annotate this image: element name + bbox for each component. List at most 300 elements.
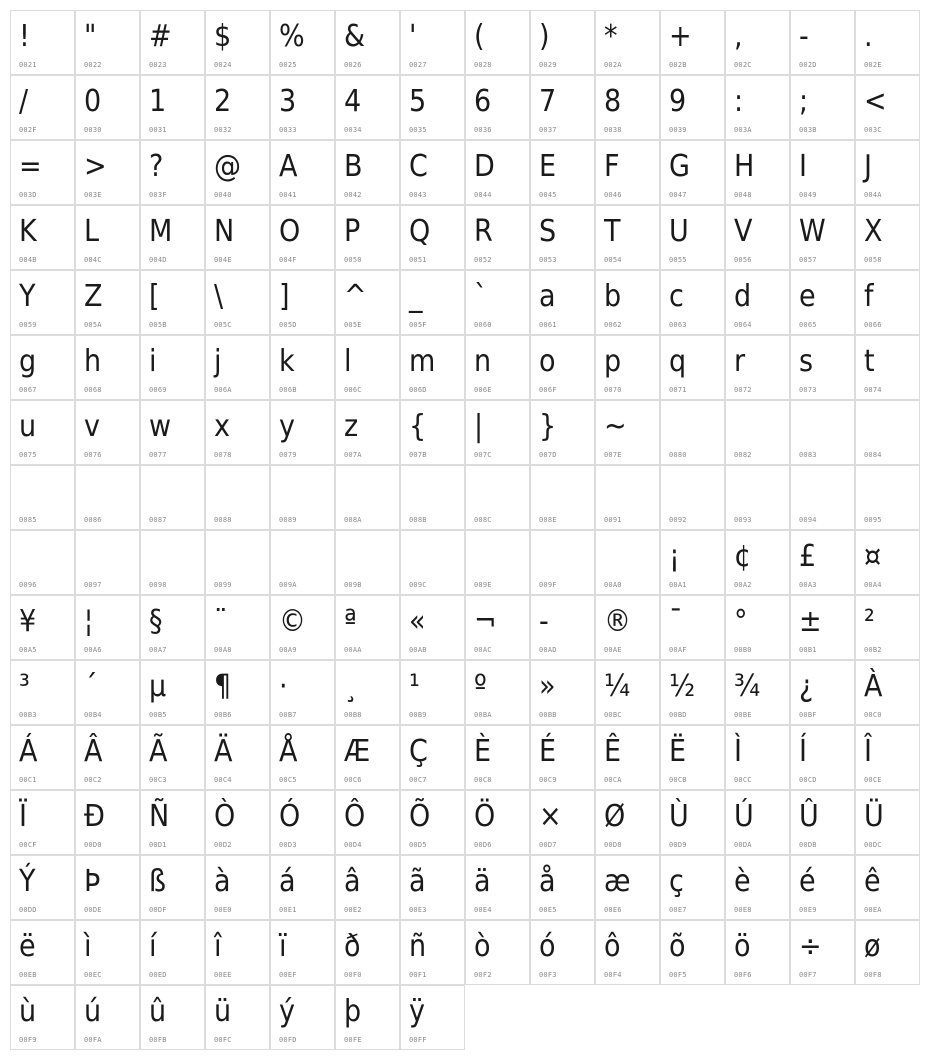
glyph-codepoint-label: 00F9 xyxy=(19,1036,37,1044)
glyph-character: 9 xyxy=(669,84,687,119)
glyph-character: - xyxy=(799,19,809,54)
glyph-cell xyxy=(205,10,270,75)
glyph-codepoint-label: 0084 xyxy=(864,451,882,459)
glyph-cell xyxy=(595,530,660,595)
glyph-cell xyxy=(725,335,790,400)
glyph-character: À xyxy=(864,669,883,704)
glyph-cell xyxy=(465,75,530,140)
glyph-cell xyxy=(400,10,465,75)
glyph-codepoint-label: 006F xyxy=(539,386,557,394)
glyph-character: ÿ xyxy=(409,994,425,1029)
glyph-codepoint-label: 003F xyxy=(149,191,167,199)
glyph-codepoint-label: 0059 xyxy=(19,321,37,329)
glyph-codepoint-label: 00DC xyxy=(864,841,882,849)
glyph-codepoint-label: 00D5 xyxy=(409,841,427,849)
glyph-character: Ð xyxy=(84,799,105,834)
glyph-codepoint-label: 00BB xyxy=(539,711,557,719)
glyph-character: 0 xyxy=(84,84,102,119)
glyph-codepoint-label: 00D0 xyxy=(84,841,102,849)
glyph-character: å xyxy=(539,864,556,899)
glyph-character: þ xyxy=(344,994,362,1029)
glyph-character: ` xyxy=(474,279,488,314)
glyph-cell xyxy=(595,400,660,465)
glyph-codepoint-label: 00D7 xyxy=(539,841,557,849)
glyph-codepoint-label: 00DD xyxy=(19,906,37,914)
glyph-codepoint-label: 009B xyxy=(344,581,362,589)
glyph-character: G xyxy=(669,149,690,184)
glyph-character: ú xyxy=(84,994,102,1029)
glyph-character: æ xyxy=(604,864,631,899)
glyph-cell xyxy=(465,10,530,75)
glyph-cell xyxy=(205,75,270,140)
glyph-codepoint-label: 009A xyxy=(279,581,297,589)
glyph-codepoint-label: 00A6 xyxy=(84,646,102,654)
glyph-codepoint-label: 00B1 xyxy=(799,646,817,654)
glyph-character: ´ xyxy=(84,669,98,704)
glyph-character: ð xyxy=(344,929,361,964)
glyph-codepoint-label: 0068 xyxy=(84,386,102,394)
glyph-cell xyxy=(10,10,75,75)
glyph-codepoint-label: 0057 xyxy=(799,256,817,264)
glyph-cell xyxy=(10,465,75,530)
glyph-codepoint-label: 0086 xyxy=(84,516,102,524)
glyph-character: F xyxy=(604,149,620,184)
glyph-codepoint-label: 0080 xyxy=(669,451,687,459)
glyph-cell xyxy=(400,465,465,530)
glyph-character: T xyxy=(604,214,621,249)
glyph-cell xyxy=(270,660,335,725)
glyph-cell xyxy=(660,855,725,920)
glyph-codepoint-label: 00EE xyxy=(214,971,232,979)
glyph-character: Ü xyxy=(864,799,884,834)
glyph-codepoint-label: 00DB xyxy=(799,841,817,849)
glyph-character: È xyxy=(474,734,492,769)
glyph-codepoint-label: 0089 xyxy=(279,516,297,524)
glyph-cell xyxy=(855,530,920,595)
glyph-codepoint-label: 0042 xyxy=(344,191,362,199)
glyph-codepoint-label: 003C xyxy=(864,126,882,134)
glyph-character: i xyxy=(149,344,157,379)
glyph-character: Å xyxy=(279,734,298,769)
glyph-cell xyxy=(790,920,855,985)
glyph-cell xyxy=(595,10,660,75)
glyph-cell xyxy=(530,270,595,335)
glyph-character: ³ xyxy=(19,669,30,704)
glyph-cell xyxy=(335,920,400,985)
glyph-cell xyxy=(400,335,465,400)
glyph-cell xyxy=(530,75,595,140)
glyph-character: # xyxy=(149,19,172,54)
glyph-cell xyxy=(400,75,465,140)
glyph-cell xyxy=(10,985,75,1050)
glyph-cell xyxy=(595,855,660,920)
glyph-codepoint-label: 005B xyxy=(149,321,167,329)
glyph-character: | xyxy=(474,409,484,444)
glyph-codepoint-label: 0082 xyxy=(734,451,752,459)
glyph-codepoint-label: 00B4 xyxy=(84,711,102,719)
glyph-cell xyxy=(270,205,335,270)
glyph-cell xyxy=(595,725,660,790)
glyph-cell xyxy=(465,530,530,595)
glyph-codepoint-label: 008A xyxy=(344,516,362,524)
glyph-character: J xyxy=(864,149,872,184)
glyph-codepoint-label: 00D1 xyxy=(149,841,167,849)
glyph-codepoint-label: 0030 xyxy=(84,126,102,134)
glyph-codepoint-label: 0093 xyxy=(734,516,752,524)
glyph-character: 2 xyxy=(214,84,232,119)
glyph-cell xyxy=(790,205,855,270)
glyph-codepoint-label: 004D xyxy=(149,256,167,264)
glyph-codepoint-label: 0029 xyxy=(539,61,557,69)
glyph-cell xyxy=(595,595,660,660)
glyph-character: Ø xyxy=(604,799,626,834)
glyph-cell xyxy=(725,790,790,855)
glyph-cell xyxy=(75,660,140,725)
glyph-codepoint-label: 00D3 xyxy=(279,841,297,849)
glyph-codepoint-label: 003B xyxy=(799,126,817,134)
glyph-codepoint-label: 00C4 xyxy=(214,776,232,784)
glyph-cell xyxy=(530,10,595,75)
glyph-character: 3 xyxy=(279,84,297,119)
glyph-codepoint-label: 009F xyxy=(539,581,557,589)
glyph-character: ] xyxy=(279,279,290,314)
glyph-cell xyxy=(660,205,725,270)
glyph-cell xyxy=(855,595,920,660)
glyph-cell xyxy=(205,920,270,985)
glyph-character: ^ xyxy=(344,279,367,314)
glyph-cell xyxy=(140,855,205,920)
glyph-codepoint-label: 004B xyxy=(19,256,37,264)
glyph-character: L xyxy=(84,214,100,249)
glyph-character: d xyxy=(734,279,752,314)
glyph-codepoint-label: 00F7 xyxy=(799,971,817,979)
glyph-cell xyxy=(335,725,400,790)
glyph-cell xyxy=(790,400,855,465)
glyph-cell xyxy=(140,205,205,270)
glyph-codepoint-label: 004F xyxy=(279,256,297,264)
glyph-character: M xyxy=(149,214,173,249)
glyph-cell xyxy=(140,725,205,790)
glyph-cell xyxy=(790,790,855,855)
glyph-codepoint-label: 00FD xyxy=(279,1036,297,1044)
glyph-codepoint-label: 0099 xyxy=(214,581,232,589)
glyph-codepoint-label: 00E5 xyxy=(539,906,557,914)
glyph-cell xyxy=(530,140,595,205)
glyph-cell xyxy=(660,530,725,595)
glyph-cell xyxy=(400,920,465,985)
glyph-character: ; xyxy=(799,84,809,119)
glyph-codepoint-label: 0028 xyxy=(474,61,492,69)
glyph-codepoint-label: 0031 xyxy=(149,126,167,134)
glyph-character: ² xyxy=(864,604,875,639)
glyph-cell xyxy=(400,140,465,205)
glyph-character: Ú xyxy=(734,799,754,834)
glyph-character: Æ xyxy=(344,734,371,769)
glyph-codepoint-label: 003A xyxy=(734,126,752,134)
glyph-codepoint-label: 008E xyxy=(539,516,557,524)
glyph-cell xyxy=(140,790,205,855)
glyph-cell xyxy=(140,920,205,985)
glyph-cell xyxy=(790,855,855,920)
glyph-cell xyxy=(335,10,400,75)
glyph-cell xyxy=(595,335,660,400)
glyph-cell xyxy=(465,660,530,725)
glyph-cell xyxy=(790,270,855,335)
glyph-cell xyxy=(270,400,335,465)
glyph-cell xyxy=(725,75,790,140)
glyph-codepoint-label: 00BF xyxy=(799,711,817,719)
glyph-character: " xyxy=(84,19,97,54)
glyph-cell xyxy=(660,790,725,855)
glyph-codepoint-label: 00E3 xyxy=(409,906,427,914)
glyph-cell xyxy=(75,855,140,920)
glyph-codepoint-label: 0040 xyxy=(214,191,232,199)
glyph-character: V xyxy=(734,214,753,249)
glyph-codepoint-label: 004E xyxy=(214,256,232,264)
glyph-cell xyxy=(855,75,920,140)
glyph-cell xyxy=(595,920,660,985)
glyph-cell xyxy=(400,725,465,790)
glyph-codepoint-label: 004A xyxy=(864,191,882,199)
glyph-character: < xyxy=(864,84,887,119)
glyph-cell xyxy=(140,530,205,595)
glyph-cell xyxy=(530,205,595,270)
glyph-cell xyxy=(660,10,725,75)
glyph-character: f xyxy=(864,279,874,314)
glyph-codepoint-label: 00D6 xyxy=(474,841,492,849)
glyph-character: º xyxy=(474,669,487,704)
glyph-character: · xyxy=(279,669,288,704)
glyph-codepoint-label: 006E xyxy=(474,386,492,394)
glyph-codepoint-label: 0022 xyxy=(84,61,102,69)
glyph-codepoint-label: 007C xyxy=(474,451,492,459)
glyph-codepoint-label: 00D8 xyxy=(604,841,622,849)
glyph-codepoint-label: 0032 xyxy=(214,126,232,134)
glyph-cell xyxy=(465,790,530,855)
glyph-codepoint-label: 0070 xyxy=(604,386,622,394)
glyph-cell xyxy=(10,855,75,920)
glyph-codepoint-label: 00CE xyxy=(864,776,882,784)
glyph-cell xyxy=(205,855,270,920)
glyph-codepoint-label: 00A7 xyxy=(149,646,167,654)
glyph-cell xyxy=(75,335,140,400)
glyph-character: h xyxy=(84,344,102,379)
glyph-codepoint-label: 00CC xyxy=(734,776,752,784)
glyph-character: % xyxy=(279,19,305,54)
glyph-codepoint-label: 0069 xyxy=(149,386,167,394)
glyph-character: ÷ xyxy=(799,929,822,964)
glyph-character: j xyxy=(214,344,222,379)
glyph-character: m xyxy=(409,344,436,379)
glyph-cell xyxy=(725,660,790,725)
glyph-cell xyxy=(595,270,660,335)
glyph-character: ½ xyxy=(669,669,696,704)
glyph-character: ® xyxy=(604,604,631,639)
glyph-character: ' xyxy=(409,19,417,54)
glyph-character: ¿ xyxy=(799,669,814,704)
glyph-codepoint-label: 0051 xyxy=(409,256,427,264)
glyph-cell xyxy=(205,725,270,790)
glyph-character: ¤ xyxy=(864,539,882,574)
glyph-codepoint-label: 005D xyxy=(279,321,297,329)
glyph-codepoint-label: 00A4 xyxy=(864,581,882,589)
glyph-codepoint-label: 00B6 xyxy=(214,711,232,719)
glyph-character: ¾ xyxy=(734,669,761,704)
glyph-codepoint-label: 0092 xyxy=(669,516,687,524)
glyph-codepoint-label: 00ED xyxy=(149,971,167,979)
glyph-codepoint-label: 0039 xyxy=(669,126,687,134)
glyph-character: ! xyxy=(19,19,30,54)
glyph-character: ¸ xyxy=(344,669,358,704)
glyph-character: & xyxy=(344,19,366,54)
glyph-codepoint-label: 0046 xyxy=(604,191,622,199)
glyph-codepoint-label: 007A xyxy=(344,451,362,459)
glyph-codepoint-label: 00E8 xyxy=(734,906,752,914)
glyph-character: ¥ xyxy=(19,604,37,639)
glyph-character: [ xyxy=(149,279,160,314)
glyph-codepoint-label: 0055 xyxy=(669,256,687,264)
glyph-cell xyxy=(270,465,335,530)
glyph-codepoint-label: 007E xyxy=(604,451,622,459)
glyph-character: Ç xyxy=(409,734,428,769)
glyph-character: Ï xyxy=(19,799,27,834)
glyph-cell xyxy=(530,530,595,595)
glyph-cell xyxy=(790,530,855,595)
glyph-codepoint-label: 00C7 xyxy=(409,776,427,784)
glyph-codepoint-label: 0043 xyxy=(409,191,427,199)
glyph-codepoint-label: 0033 xyxy=(279,126,297,134)
glyph-cell xyxy=(400,595,465,660)
glyph-cell xyxy=(140,140,205,205)
glyph-character: ì xyxy=(84,929,92,964)
glyph-codepoint-label: 00B2 xyxy=(864,646,882,654)
glyph-codepoint-label: 0026 xyxy=(344,61,362,69)
glyph-character: ê xyxy=(864,864,881,899)
glyph-cell xyxy=(10,595,75,660)
glyph-cell xyxy=(140,595,205,660)
glyph-codepoint-label: 0023 xyxy=(149,61,167,69)
glyph-character: g xyxy=(19,344,37,379)
glyph-cell xyxy=(530,660,595,725)
glyph-cell xyxy=(465,270,530,335)
glyph-cell xyxy=(855,270,920,335)
glyph-cell xyxy=(10,270,75,335)
glyph-codepoint-label: 0058 xyxy=(864,256,882,264)
glyph-codepoint-label: 005A xyxy=(84,321,102,329)
glyph-codepoint-label: 007D xyxy=(539,451,557,459)
glyph-codepoint-label: 00B8 xyxy=(344,711,362,719)
glyph-codepoint-label: 0053 xyxy=(539,256,557,264)
glyph-character: 4 xyxy=(344,84,362,119)
glyph-character: C xyxy=(409,149,428,184)
glyph-character: H xyxy=(734,149,755,184)
glyph-character: Ò xyxy=(214,799,236,834)
glyph-cell xyxy=(530,855,595,920)
glyph-character: é xyxy=(799,864,816,899)
glyph-character: ñ xyxy=(409,929,427,964)
glyph-character: è xyxy=(734,864,751,899)
glyph-codepoint-label: 00E6 xyxy=(604,906,622,914)
glyph-cell xyxy=(270,530,335,595)
glyph-codepoint-label: 0047 xyxy=(669,191,687,199)
glyph-cell xyxy=(205,140,270,205)
glyph-cell xyxy=(270,985,335,1050)
glyph-character: ö xyxy=(734,929,751,964)
glyph-cell xyxy=(335,660,400,725)
glyph-character: ¼ xyxy=(604,669,631,704)
glyph-codepoint-label: 0054 xyxy=(604,256,622,264)
glyph-cell xyxy=(75,270,140,335)
glyph-codepoint-label: 00FE xyxy=(344,1036,362,1044)
glyph-character: « xyxy=(409,604,426,639)
glyph-cell xyxy=(205,530,270,595)
glyph-codepoint-label: 00AB xyxy=(409,646,427,654)
glyph-character: ° xyxy=(734,604,748,639)
glyph-codepoint-label: 0078 xyxy=(214,451,232,459)
glyph-character: e xyxy=(799,279,816,314)
glyph-character: ª xyxy=(344,604,357,639)
glyph-codepoint-label: 006D xyxy=(409,386,427,394)
glyph-codepoint-label: 0048 xyxy=(734,191,752,199)
glyph-cell xyxy=(400,660,465,725)
glyph-character: E xyxy=(539,149,557,184)
glyph-codepoint-label: 00D4 xyxy=(344,841,362,849)
glyph-cell xyxy=(660,400,725,465)
glyph-character: x xyxy=(214,409,230,444)
glyph-character: Ó xyxy=(279,799,301,834)
glyph-cell xyxy=(725,140,790,205)
glyph-codepoint-label: 00C3 xyxy=(149,776,167,784)
glyph-codepoint-label: 0038 xyxy=(604,126,622,134)
glyph-character: ó xyxy=(539,929,556,964)
glyph-codepoint-label: 0024 xyxy=(214,61,232,69)
glyph-codepoint-label: 007B xyxy=(409,451,427,459)
glyph-codepoint-label: 00B3 xyxy=(19,711,37,719)
glyph-character: t xyxy=(864,344,875,379)
glyph-cell xyxy=(855,790,920,855)
glyph-cell xyxy=(140,75,205,140)
glyph-character: s xyxy=(799,344,814,379)
glyph-cell xyxy=(205,790,270,855)
glyph-cell xyxy=(725,205,790,270)
glyph-cell xyxy=(725,725,790,790)
glyph-codepoint-label: 006B xyxy=(279,386,297,394)
glyph-codepoint-label: 0049 xyxy=(799,191,817,199)
glyph-cell xyxy=(335,335,400,400)
glyph-cell xyxy=(465,595,530,660)
glyph-codepoint-label: 0066 xyxy=(864,321,882,329)
glyph-cell xyxy=(335,270,400,335)
glyph-codepoint-label: 003D xyxy=(19,191,37,199)
glyph-codepoint-label: 0065 xyxy=(799,321,817,329)
glyph-character: â xyxy=(344,864,361,899)
glyph-character: b xyxy=(604,279,622,314)
glyph-codepoint-label: 00FF xyxy=(409,1036,427,1044)
glyph-cell xyxy=(140,465,205,530)
glyph-character: ? xyxy=(149,149,164,184)
glyph-character: k xyxy=(279,344,295,379)
glyph-cell xyxy=(75,790,140,855)
glyph-codepoint-label: 0085 xyxy=(19,516,37,524)
glyph-cell xyxy=(335,140,400,205)
glyph-character: \ xyxy=(214,279,224,314)
glyph-cell xyxy=(660,465,725,530)
glyph-codepoint-label: 0072 xyxy=(734,386,752,394)
glyph-cell xyxy=(10,725,75,790)
glyph-codepoint-label: 006C xyxy=(344,386,362,394)
glyph-codepoint-label: 00A3 xyxy=(799,581,817,589)
glyph-codepoint-label: 002C xyxy=(734,61,752,69)
